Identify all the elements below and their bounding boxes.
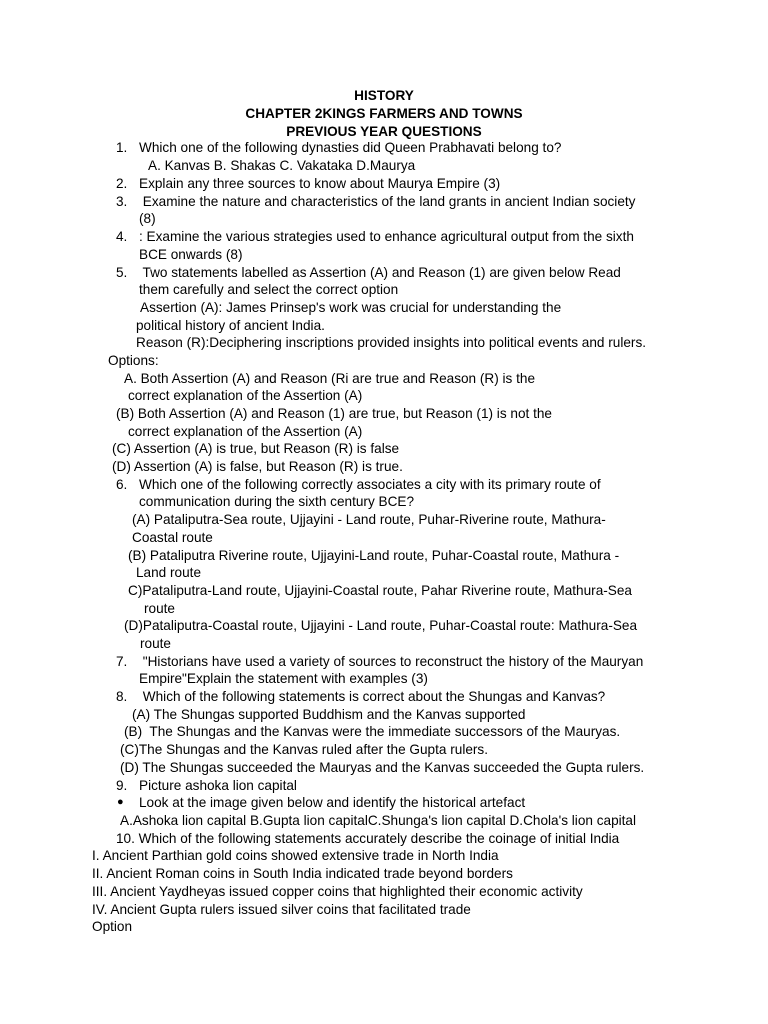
q6-text: Which one of the following correctly associates a city with its primary route of xyxy=(139,477,601,492)
q2-number: 2. xyxy=(116,176,128,191)
q5-option-a-line2: correct explanation of the Assertion (A) xyxy=(128,388,363,403)
q8-option-d: (D) The Shungas succeeded the Mauryas and the Kanvas succeeded the Gupta rulers. xyxy=(120,760,645,775)
q7-text: "Historians have used a variety of sources to reconstruct the history of the Mauryan xyxy=(139,654,644,669)
q5-assertion-line1: Assertion (A): James Prinsep's work was crucial for understanding the xyxy=(140,300,562,315)
q10-statement-iv: IV. Ancient Gupta rulers issued silver coins that facilitated trade xyxy=(92,902,471,917)
q8-option-a: (A) The Shungas supported Buddhism and the Kanvas supported xyxy=(132,707,526,722)
q4-text-cont: BCE onwards (8) xyxy=(139,247,243,262)
q10-option-label: Option xyxy=(92,919,133,934)
q1-number: 1. xyxy=(116,140,128,155)
q5-reason: Reason (R):Deciphering inscriptions provided insights into political events and rulers. xyxy=(136,335,647,350)
q8-option-b: (B) The Shungas and the Kanvas were the immediate successors of the Mauryas. xyxy=(124,724,621,739)
q7-number: 7. xyxy=(116,654,128,669)
q3-text-cont: (8) xyxy=(139,211,156,226)
q5-options-label: Options: xyxy=(108,353,159,368)
q6-option-b-line1: (B) Pataliputra Riverine route, Ujjayini-Land route, Puhar-Coastal route, Mathura - xyxy=(128,548,620,563)
q6-text-cont: communication during the sixth century BCE? xyxy=(139,494,415,509)
q10-statement-ii: II. Ancient Roman coins in South India indicated trade beyond borders xyxy=(92,866,513,881)
q5-option-b-line2: correct explanation of the Assertion (A) xyxy=(128,424,363,439)
q5-option-a-line1: A. Both Assertion (A) and Reason (Ri are true and Reason (R) is the xyxy=(124,371,536,386)
q9-text: Picture ashoka lion capital xyxy=(139,778,297,793)
q10-text: 10. Which of the following statements accurately describe the coinage of initial India xyxy=(116,831,620,846)
q6-number: 6. xyxy=(116,477,128,492)
q5-text: Two statements labelled as Assertion (A) and Reason (1) are given below Read xyxy=(139,265,621,280)
q6-option-c-line1: C)Pataliputra-Land route, Ujjayini-Coastal route, Pahar Riverine route, Mathura-Sea xyxy=(128,583,632,598)
q1-text: Which one of the following dynasties did Queen Prabhavati belong to? xyxy=(139,140,562,155)
q6-option-d-line2: route xyxy=(140,636,171,651)
q5-text-cont: them carefully and select the correct option xyxy=(139,282,399,297)
q5-option-c: (C) Assertion (A) is true, but Reason (R) is false xyxy=(112,441,400,456)
q3-number: 3. xyxy=(116,194,128,209)
q6-option-a-line1: (A) Pataliputra-Sea route, Ujjayini - Land route, Puhar-Riverine route, Mathura- xyxy=(132,512,606,527)
q9-number: 9. xyxy=(116,778,128,793)
q6-option-c-line2: route xyxy=(144,601,175,616)
q8-text: Which of the following statements is correct about the Shungas and Kanvas? xyxy=(139,689,606,704)
bullet-icon: ● xyxy=(117,796,124,808)
q9-options: A.Ashoka lion capital B.Gupta lion capitalC.Shunga's lion capital D.Chola's lion capital xyxy=(120,813,637,828)
q5-option-b-line1: (B) Both Assertion (A) and Reason (1) are true, but Reason (1) is not the xyxy=(116,406,552,421)
q9-bullet-text: Look at the image given below and identify the historical artefact xyxy=(139,795,526,810)
q5-number: 5. xyxy=(116,265,128,280)
q7-text-cont: Empire"Explain the statement with examples (3) xyxy=(139,671,428,686)
q10-statement-i: I. Ancient Parthian gold coins showed extensive trade in North India xyxy=(92,848,499,863)
q6-option-d-line1: (D)Pataliputra-Coastal route, Ujjayini - Land route, Puhar-Coastal route: Mathura-Sea xyxy=(124,618,638,633)
q4-number: 4. xyxy=(116,229,128,244)
subject-heading: HISTORY xyxy=(354,88,414,103)
q5-assertion-line2: political history of ancient India. xyxy=(136,318,325,333)
q4-text: : Examine the various strategies used to enhance agricultural output from the sixth xyxy=(139,229,634,244)
q8-number: 8. xyxy=(116,689,128,704)
section-heading: PREVIOUS YEAR QUESTIONS xyxy=(286,124,482,139)
q5-option-d: (D) Assertion (A) is false, but Reason (R) is true. xyxy=(112,459,403,474)
q3-text: Examine the nature and characteristics of the land grants in ancient Indian society xyxy=(139,194,636,209)
q1-options: A. Kanvas B. Shakas C. Vakataka D.Maurya xyxy=(148,158,416,173)
q10-statement-iii: III. Ancient Yaydheyas issued copper coins that highlighted their economic activity xyxy=(92,884,583,899)
q8-option-c: (C)The Shungas and the Kanvas ruled after the Gupta rulers. xyxy=(120,742,488,757)
q2-text: Explain any three sources to know about Maurya Empire (3) xyxy=(139,176,501,191)
chapter-heading: CHAPTER 2KINGS FARMERS AND TOWNS xyxy=(245,106,523,121)
q6-option-b-line2: Land route xyxy=(136,565,202,580)
q6-option-a-line2: Coastal route xyxy=(132,530,213,545)
